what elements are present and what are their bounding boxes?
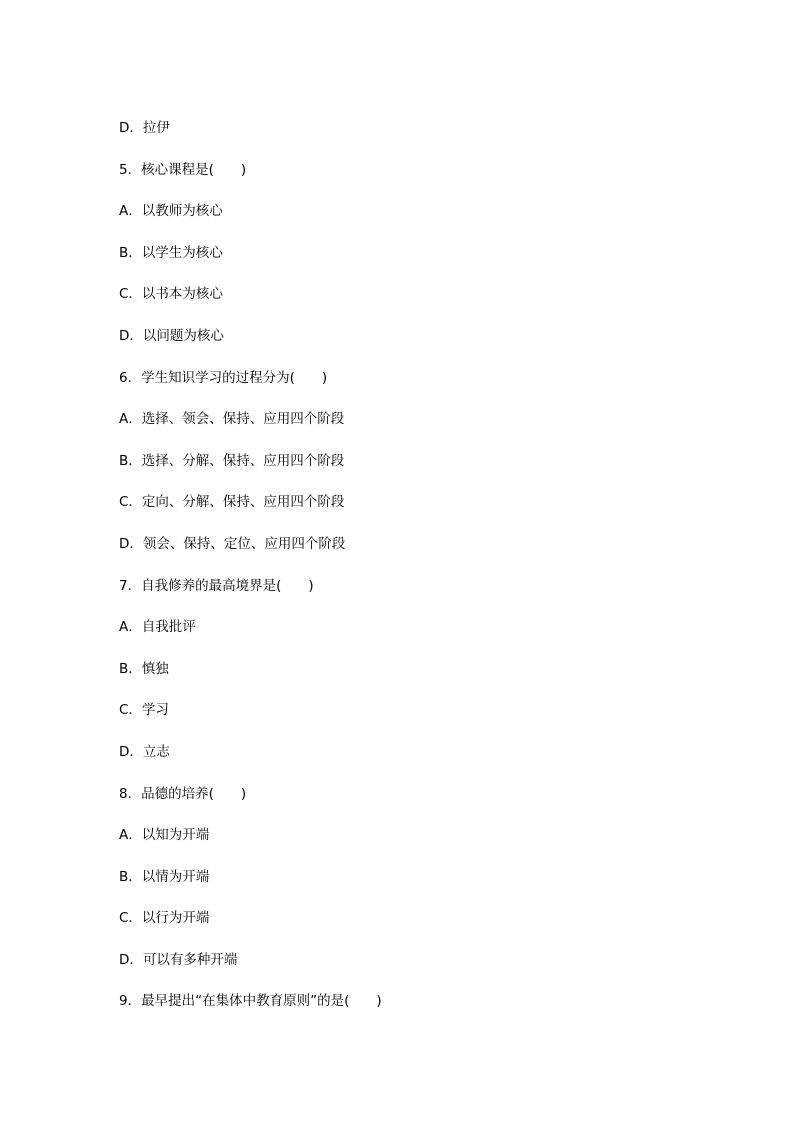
option-line: A．以知为开端 [119, 827, 210, 844]
option-line: D．立志 [119, 743, 170, 760]
option-line: B．选择、分解、保持、应用四个阶段 [119, 452, 345, 469]
option-line: A．自我批评 [119, 619, 196, 636]
option-line: C．以书本为核心 [119, 286, 223, 303]
question-line: 8．品德的培养( ) [119, 785, 247, 802]
question-line: 9．最早提出“在集体中教育原则”的是( ) [119, 993, 382, 1010]
option-line: A．选择、领会、保持、应用四个阶段 [119, 411, 345, 428]
option-line: A．以教师为核心 [119, 203, 223, 220]
option-line: D．拉伊 [119, 120, 170, 136]
option-line: B．以情为开端 [119, 868, 210, 885]
option-line: C．以行为开端 [119, 910, 210, 927]
option-line: C．定向、分解、保持、应用四个阶段 [119, 494, 345, 511]
question-line: 7．自我修养的最高境界是( ) [119, 577, 314, 594]
question-line: 6．学生知识学习的过程分为( ) [119, 369, 328, 386]
option-line: C．学习 [119, 702, 169, 719]
question-line: 5．核心课程是( ) [119, 161, 247, 178]
question-list [119, 117, 719, 1032]
option-line: D．领会、保持、定位、应用四个阶段 [119, 535, 346, 552]
option-line: D．以问题为核心 [119, 327, 224, 344]
option-line: B．慎独 [119, 660, 169, 677]
option-line: D．可以有多种开端 [119, 951, 238, 968]
option-line: B．以学生为核心 [119, 244, 223, 261]
